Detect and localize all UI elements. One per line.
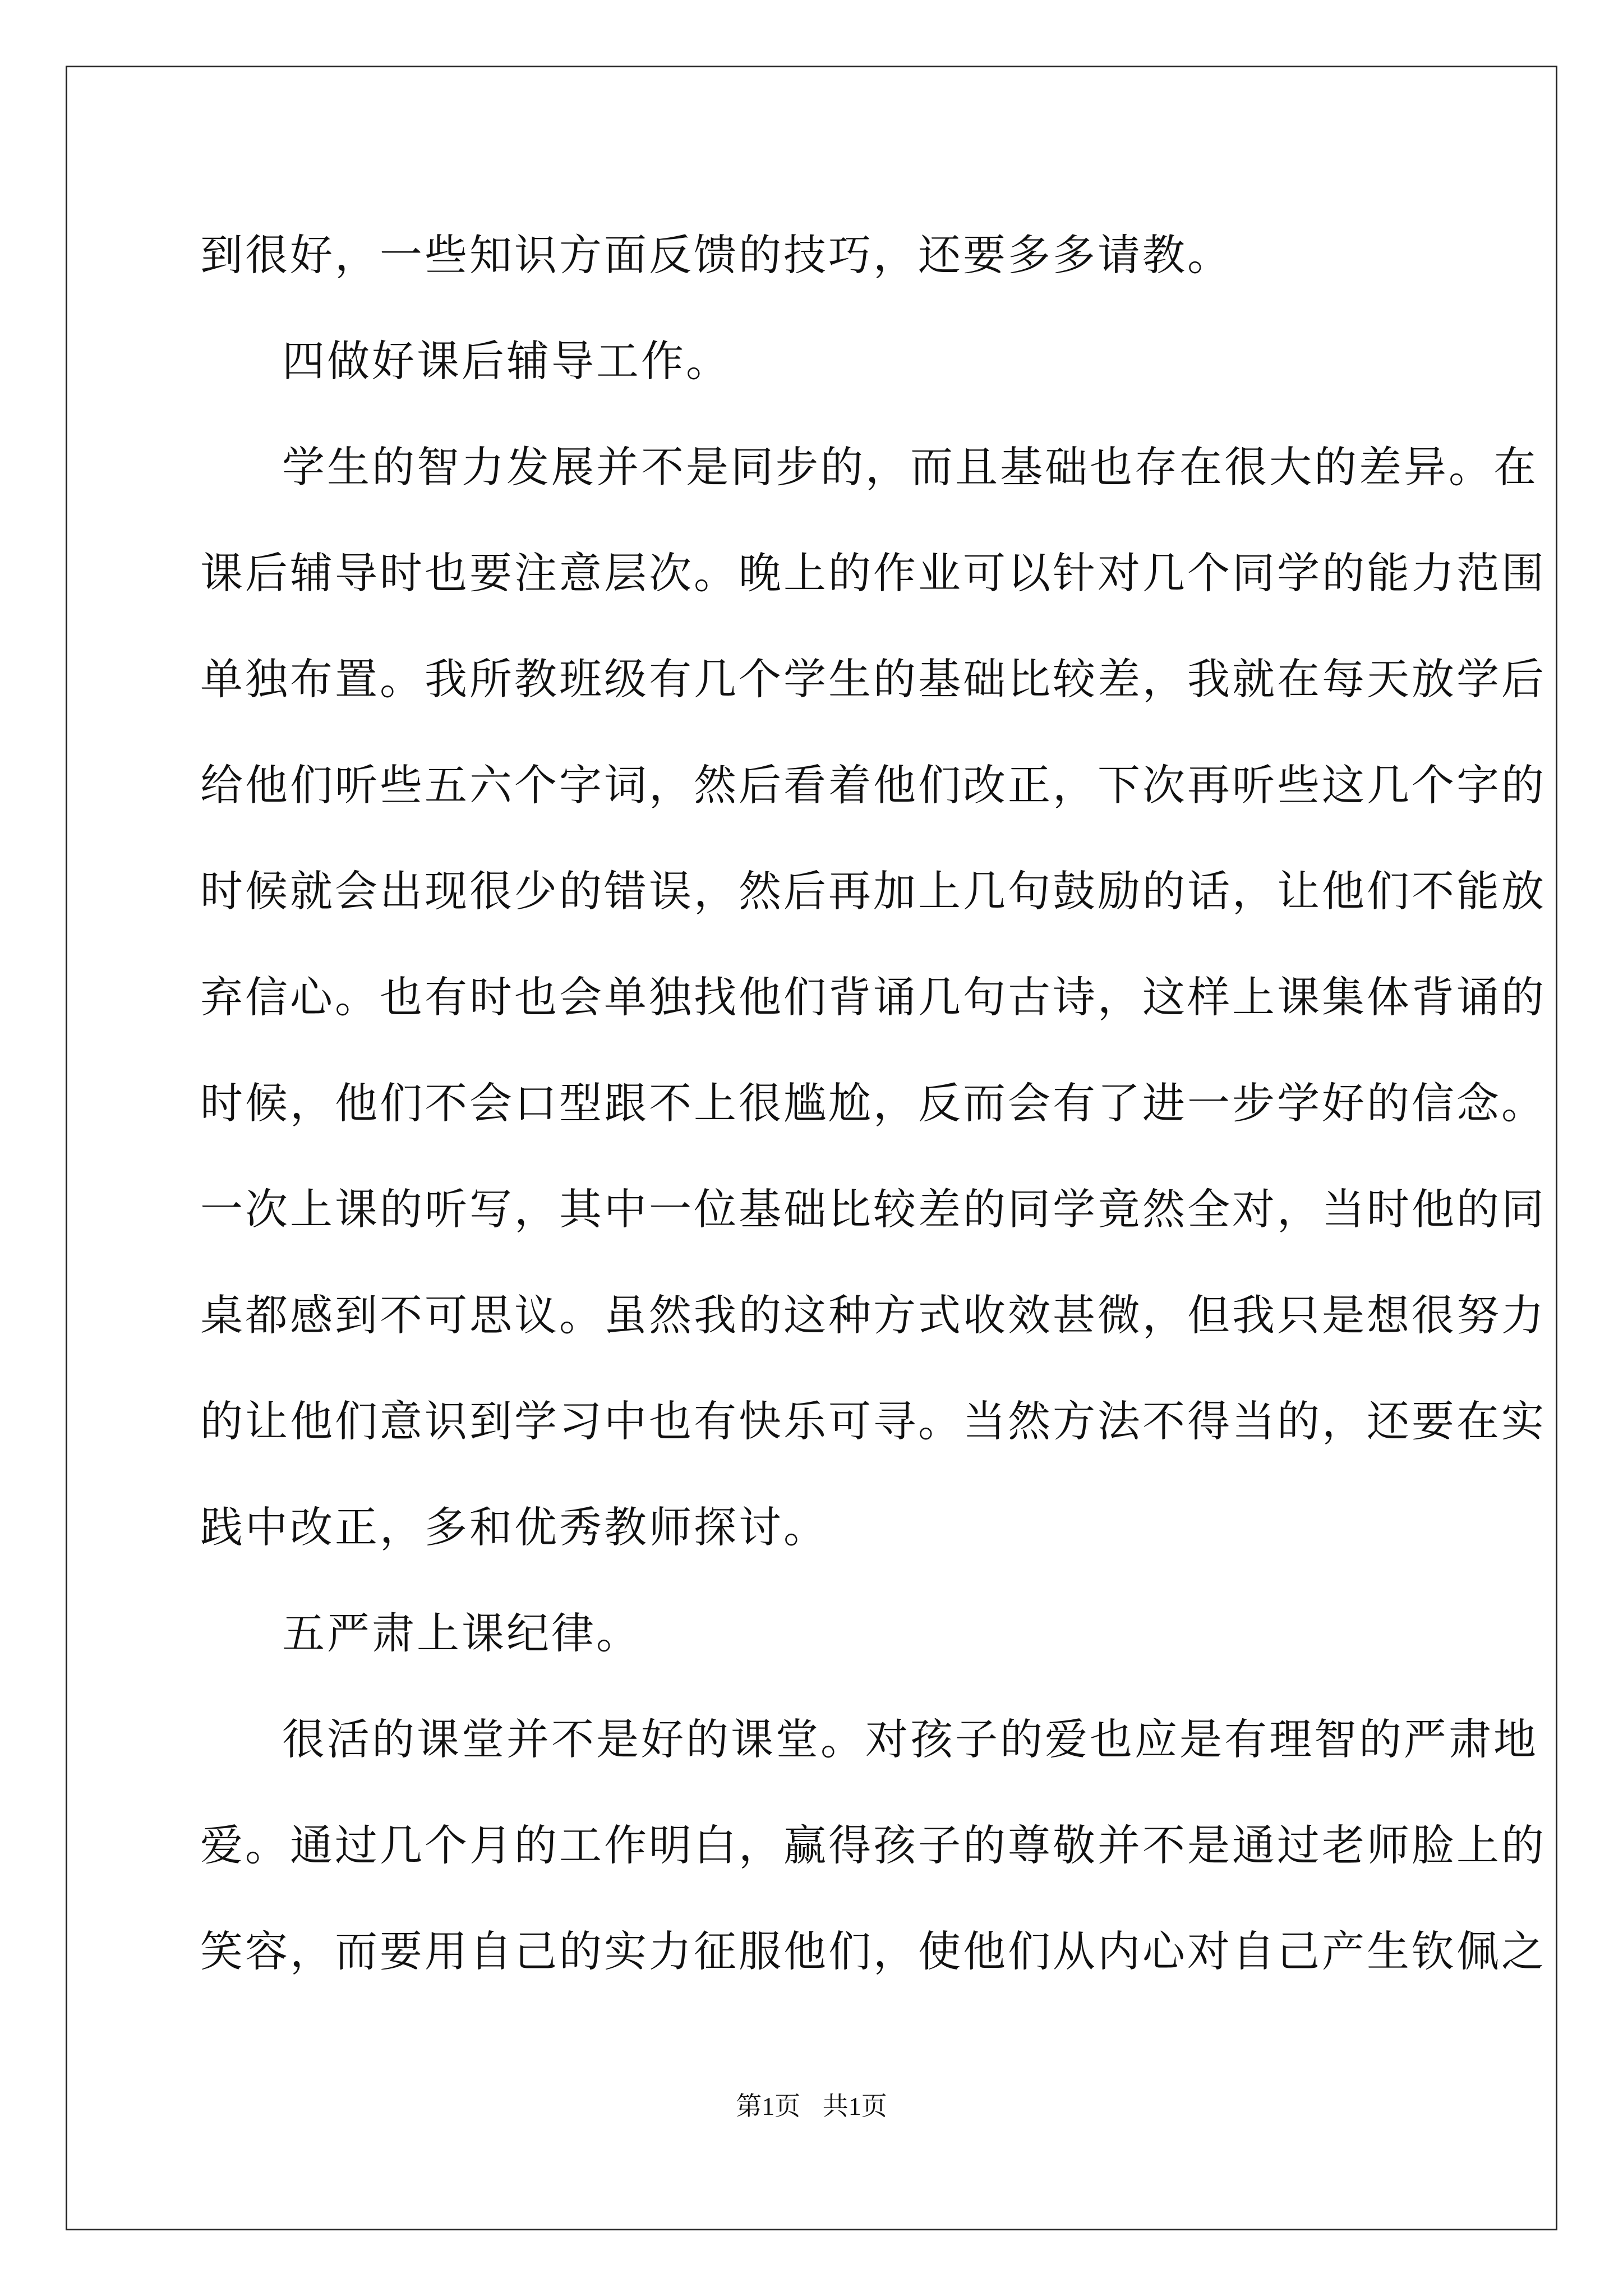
text-line-16: 爱。通过几个月的工作明白，赢得孩子的尊敬并不是通过老师脸上的 (200, 1820, 1546, 1870)
text-line-10: 一次上课的听写，其中一位基础比较差的同学竟然全对，当时他的同 (200, 1184, 1546, 1234)
text-line-5: 单独布置。我所教班级有几个学生的基础比较差，我就在每天放学后 (200, 654, 1546, 704)
page-footer (0, 2086, 1623, 2123)
section-heading-4: 四做好课后辅导工作。 (282, 336, 731, 386)
text-line-9: 时候，他们不会口型跟不上很尴尬，反而会有了进一步学好的信念。 (200, 1078, 1546, 1128)
page-number: 第1页 (736, 2092, 801, 2120)
text-line-4: 课后辅导时也要注意层次。晚上的作业可以针对几个同学的能力范围 (200, 548, 1546, 598)
text-line-13: 践中改正，多和优秀教师探讨。 (200, 1502, 828, 1552)
page-total: 共1页 (822, 2092, 887, 2120)
text-line-6: 给他们听些五六个字词，然后看着他们改正，下次再听些这几个字的 (200, 760, 1546, 810)
text-line-11: 桌都感到不可思议。虽然我的这种方式收效甚微，但我只是想很努力 (200, 1290, 1546, 1340)
text-line-3: 学生的智力发展并不是同步的，而且基础也存在很大的差异。在 (282, 442, 1538, 492)
text-line-12: 的让他们意识到学习中也有快乐可寻。当然方法不得当的，还要在实 (200, 1396, 1546, 1446)
document-body (200, 202, 1546, 2004)
text-line-15: 很活的课堂并不是好的课堂。对孩子的爱也应是有理智的严肃地 (282, 1714, 1538, 1764)
text-line-1: 到很好，一些知识方面反馈的技巧，还要多多请教。 (200, 230, 1232, 280)
text-line-17: 笑容，而要用自己的实力征服他们，使他们从内心对自己产生钦佩之 (200, 1926, 1546, 1976)
section-heading-5: 五严肃上课纪律。 (282, 1608, 641, 1658)
text-line-8: 弃信心。也有时也会单独找他们背诵几句古诗，这样上课集体背诵的 (200, 972, 1546, 1022)
text-line-7: 时候就会出现很少的错误，然后再加上几句鼓励的话，让他们不能放 (200, 866, 1546, 916)
